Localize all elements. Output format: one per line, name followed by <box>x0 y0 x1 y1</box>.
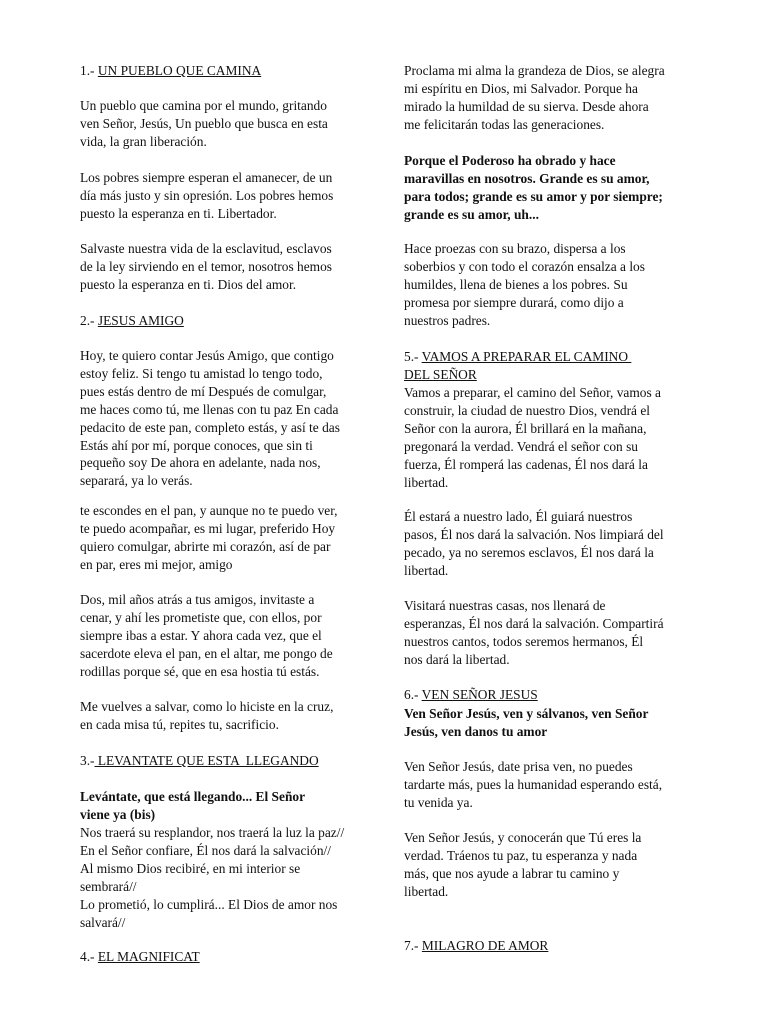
text-line: Señor con la aurora, Él brillará en la mañana, <box>404 420 647 436</box>
text-line: sacerdote eleva el pan, en el altar, me pongo de <box>80 645 333 661</box>
text-line: te puedo acompañar, es mi lugar, preferido Hoy <box>80 520 336 536</box>
text-line: libertad. <box>404 474 449 490</box>
text-line: rodillas porque sé, que en esa hostia tú estás. <box>80 663 320 679</box>
text-line: mirado la humildad de su sierva. Desde ahora <box>404 98 649 114</box>
text-line: puesto la esperanza en ti. Dios del amor. <box>80 276 297 292</box>
text-line: tardarte más, pues la humanidad esperando está, <box>404 776 663 792</box>
text-line: separará, ya lo verás. <box>80 473 193 489</box>
text-line: Él estará a nuestro lado, Él guiará nuestros <box>404 509 633 524</box>
song-1-verse-3 <box>80 240 380 294</box>
text-line: soberbios y con todo el corazón ensalza a los <box>404 258 645 274</box>
song-5-heading <box>404 348 704 384</box>
song-4-chorus <box>404 152 704 224</box>
text-line: Porque el Poderoso ha obrado y hace <box>404 153 616 168</box>
text-line: Lo prometió, lo cumplirá... El Dios de amor nos <box>80 896 338 912</box>
text-line: Estás ahí por mí, porque conoces, que sin ti <box>80 437 313 453</box>
song-1-verse-1 <box>80 97 380 151</box>
text-line: promesa por siempre durará, como dijo a <box>404 294 624 310</box>
text-line: libertad. <box>404 562 449 578</box>
song-3-verse <box>80 824 380 931</box>
text-line: verdad. Tráenos tu paz, tu esperanza y nada <box>404 847 638 863</box>
song-number: 3.- <box>80 753 95 768</box>
song-2-heading <box>80 312 380 330</box>
song-5-verse-2 <box>404 508 704 580</box>
song-7-heading <box>404 937 704 955</box>
text-line: Proclama mi alma la grandeza de Dios, se alegra <box>404 63 665 78</box>
song-title-link[interactable]: UN PUEBLO QUE CAMINA <box>97 63 262 78</box>
text-line: nos dará la libertad. <box>404 651 510 667</box>
text-line: me haces como tú, me llenas con tu paz En cada <box>80 401 339 417</box>
text-line: Nos traerá su resplandor, nos traerá la luz la paz// <box>80 825 345 840</box>
text-line: Al mismo Dios recibiré, en mi interior se <box>80 860 301 876</box>
text-line: Hoy, te quiero contar Jesús Amigo, que contigo <box>80 348 334 363</box>
song-1-heading <box>80 62 380 80</box>
song-5-verse-1 <box>404 384 704 491</box>
text-line: mi espíritu en Dios, mi Salvador. Porque ha <box>404 80 638 96</box>
song-3-chorus <box>80 788 380 824</box>
text-line: maravillas en nosotros. Grande es su amor, <box>404 170 650 186</box>
song-title-link[interactable]: DEL SEÑOR <box>404 366 477 382</box>
text-line: pecado, ya no seremos esclavos, Él nos dará la <box>404 544 654 560</box>
text-line: Vamos a preparar, el camino del Señor, vamos a <box>404 385 661 400</box>
text-line: te escondes en el pan, y aunque no te puedo ver, <box>80 503 338 518</box>
text-line: pues estás dentro de mí Después de comulgar, <box>80 383 327 399</box>
text-line: pasos, Él nos dará la salvación. Nos limpiará del <box>404 526 664 542</box>
text-line: tu venida ya. <box>404 794 473 810</box>
text-line: fuerza, Él romperá las cadenas, Él nos dará la <box>404 456 648 472</box>
text-line: día más justo y sin opresión. Los pobres hemos <box>80 187 334 203</box>
text-line: grande es su amor, uh... <box>404 206 539 222</box>
text-line: de la ley sirviendo en el temor, nosotros hemos <box>80 258 332 274</box>
text-line: ven Señor, Jesús, Un pueblo que busca en esta <box>80 115 328 131</box>
song-2-verse-2 <box>80 502 380 574</box>
text-line: en par, eres mi mejor, amigo <box>80 556 233 572</box>
song-2-verse-3 <box>80 591 380 681</box>
text-line: puesto la esperanza en ti. Libertador. <box>80 205 277 221</box>
text-line: Jesús, ven danos tu amor <box>404 723 548 739</box>
song-6-heading <box>404 686 704 704</box>
text-line: Hace proezas con su brazo, dispersa a los <box>404 241 626 256</box>
song-title-link[interactable]: JESUS AMIGO <box>97 313 184 328</box>
song-title-link[interactable]: EL MAGNIFICAT <box>97 949 200 964</box>
text-line: Ven Señor Jesús, y conocerán que Tú eres la <box>404 830 642 845</box>
text-line: más, que nos ayude a labrar tu camino y <box>404 865 620 881</box>
text-line: nuestros padres. <box>404 312 491 328</box>
text-line: humildes, llena de bienes a los pobres. Su <box>404 276 628 292</box>
song-3-heading <box>80 752 380 770</box>
song-number: 5.- <box>404 349 419 364</box>
song-2-verse-1 <box>80 347 380 490</box>
text-line: Salvaste nuestra vida de la esclavitud, esclavos <box>80 241 332 256</box>
song-6-verse-1 <box>404 758 704 812</box>
text-line: cenar, y ahí les prometiste que, con ellos, por <box>80 609 322 625</box>
text-line: En el Señor confiare, Él nos dará la salvación// <box>80 842 331 858</box>
text-line: libertad. <box>404 883 449 899</box>
text-line: Visitará nuestras casas, nos llenará de <box>404 598 606 613</box>
text-line: esperanzas, Él nos dará la salvación. Compartirá <box>404 615 664 631</box>
text-line: quiero comulgar, abrirte mi corazón, así de par <box>80 538 331 554</box>
text-line: Dos, mil años atrás a tus amigos, invitaste a <box>80 592 315 607</box>
text-line: sembrará// <box>80 878 137 894</box>
song-number: 6.- <box>404 687 419 702</box>
text-line: siempre ibas a estar. Y ahora cada vez, que el <box>80 627 322 643</box>
song-number: 2.- <box>80 313 95 328</box>
song-2-verse-4 <box>80 698 380 734</box>
song-6-chorus <box>404 705 704 741</box>
text-line: Ven Señor Jesús, ven y sálvanos, ven Señor <box>404 706 649 721</box>
song-title-link[interactable]: MILAGRO DE AMOR <box>421 938 549 953</box>
text-line: para todos; grande es su amor y por siempre; <box>404 188 663 204</box>
text-line: en cada misa tú, repites tu, sacrificio. <box>80 716 279 732</box>
text-line: construir, la ciudad de nuestro Dios, vendrá el <box>404 402 651 418</box>
text-line: vida, la gran liberación. <box>80 133 207 149</box>
song-4-heading <box>80 948 380 966</box>
text-line: estoy feliz. Si tengo tu amistad lo tengo todo, <box>80 365 323 381</box>
song-title-link[interactable]: LEVANTATE QUE ESTA LLEGANDO <box>94 753 319 768</box>
song-4-verse-2 <box>404 240 704 330</box>
text-line: viene ya (bis) <box>80 806 156 822</box>
text-line: Ven Señor Jesús, date prisa ven, no puedes <box>404 759 633 774</box>
song-5-heading-line-1 <box>404 348 704 366</box>
song-number: 1.- <box>80 63 95 78</box>
text-line: Un pueblo que camina por el mundo, gritando <box>80 98 327 113</box>
text-line: nuestros cantos, todos seremos hermanos, Él <box>404 633 644 649</box>
text-line: me felicitarán todas las generaciones. <box>404 116 605 132</box>
text-line: Levántate, que está llegando... El Señor <box>80 789 306 804</box>
text-line: pregonará la verdad. Vendrá el señor con su <box>404 438 638 454</box>
text-line: Los pobres siempre esperan el amanecer, de un <box>80 170 333 185</box>
song-6-verse-2 <box>404 829 704 901</box>
song-number: 4.- <box>80 949 95 964</box>
text-line: pequeño soy De ahora en adelante, nada nos, <box>80 455 321 471</box>
song-number: 7.- <box>404 938 419 953</box>
song-title-link[interactable]: VAMOS A PREPARAR EL CAMINO <box>421 349 632 364</box>
song-5-verse-3 <box>404 597 704 669</box>
text-line: Me vuelves a salvar, como lo hiciste en la cruz, <box>80 699 334 714</box>
song-4-verse-1 <box>404 62 704 134</box>
text-line: pedacito de este pan, completo estás, y así te das <box>80 419 340 435</box>
song-1-verse-2 <box>80 169 380 223</box>
text-line: salvará// <box>80 914 126 930</box>
song-title-link[interactable]: VEN SEÑOR JESUS <box>421 687 538 702</box>
